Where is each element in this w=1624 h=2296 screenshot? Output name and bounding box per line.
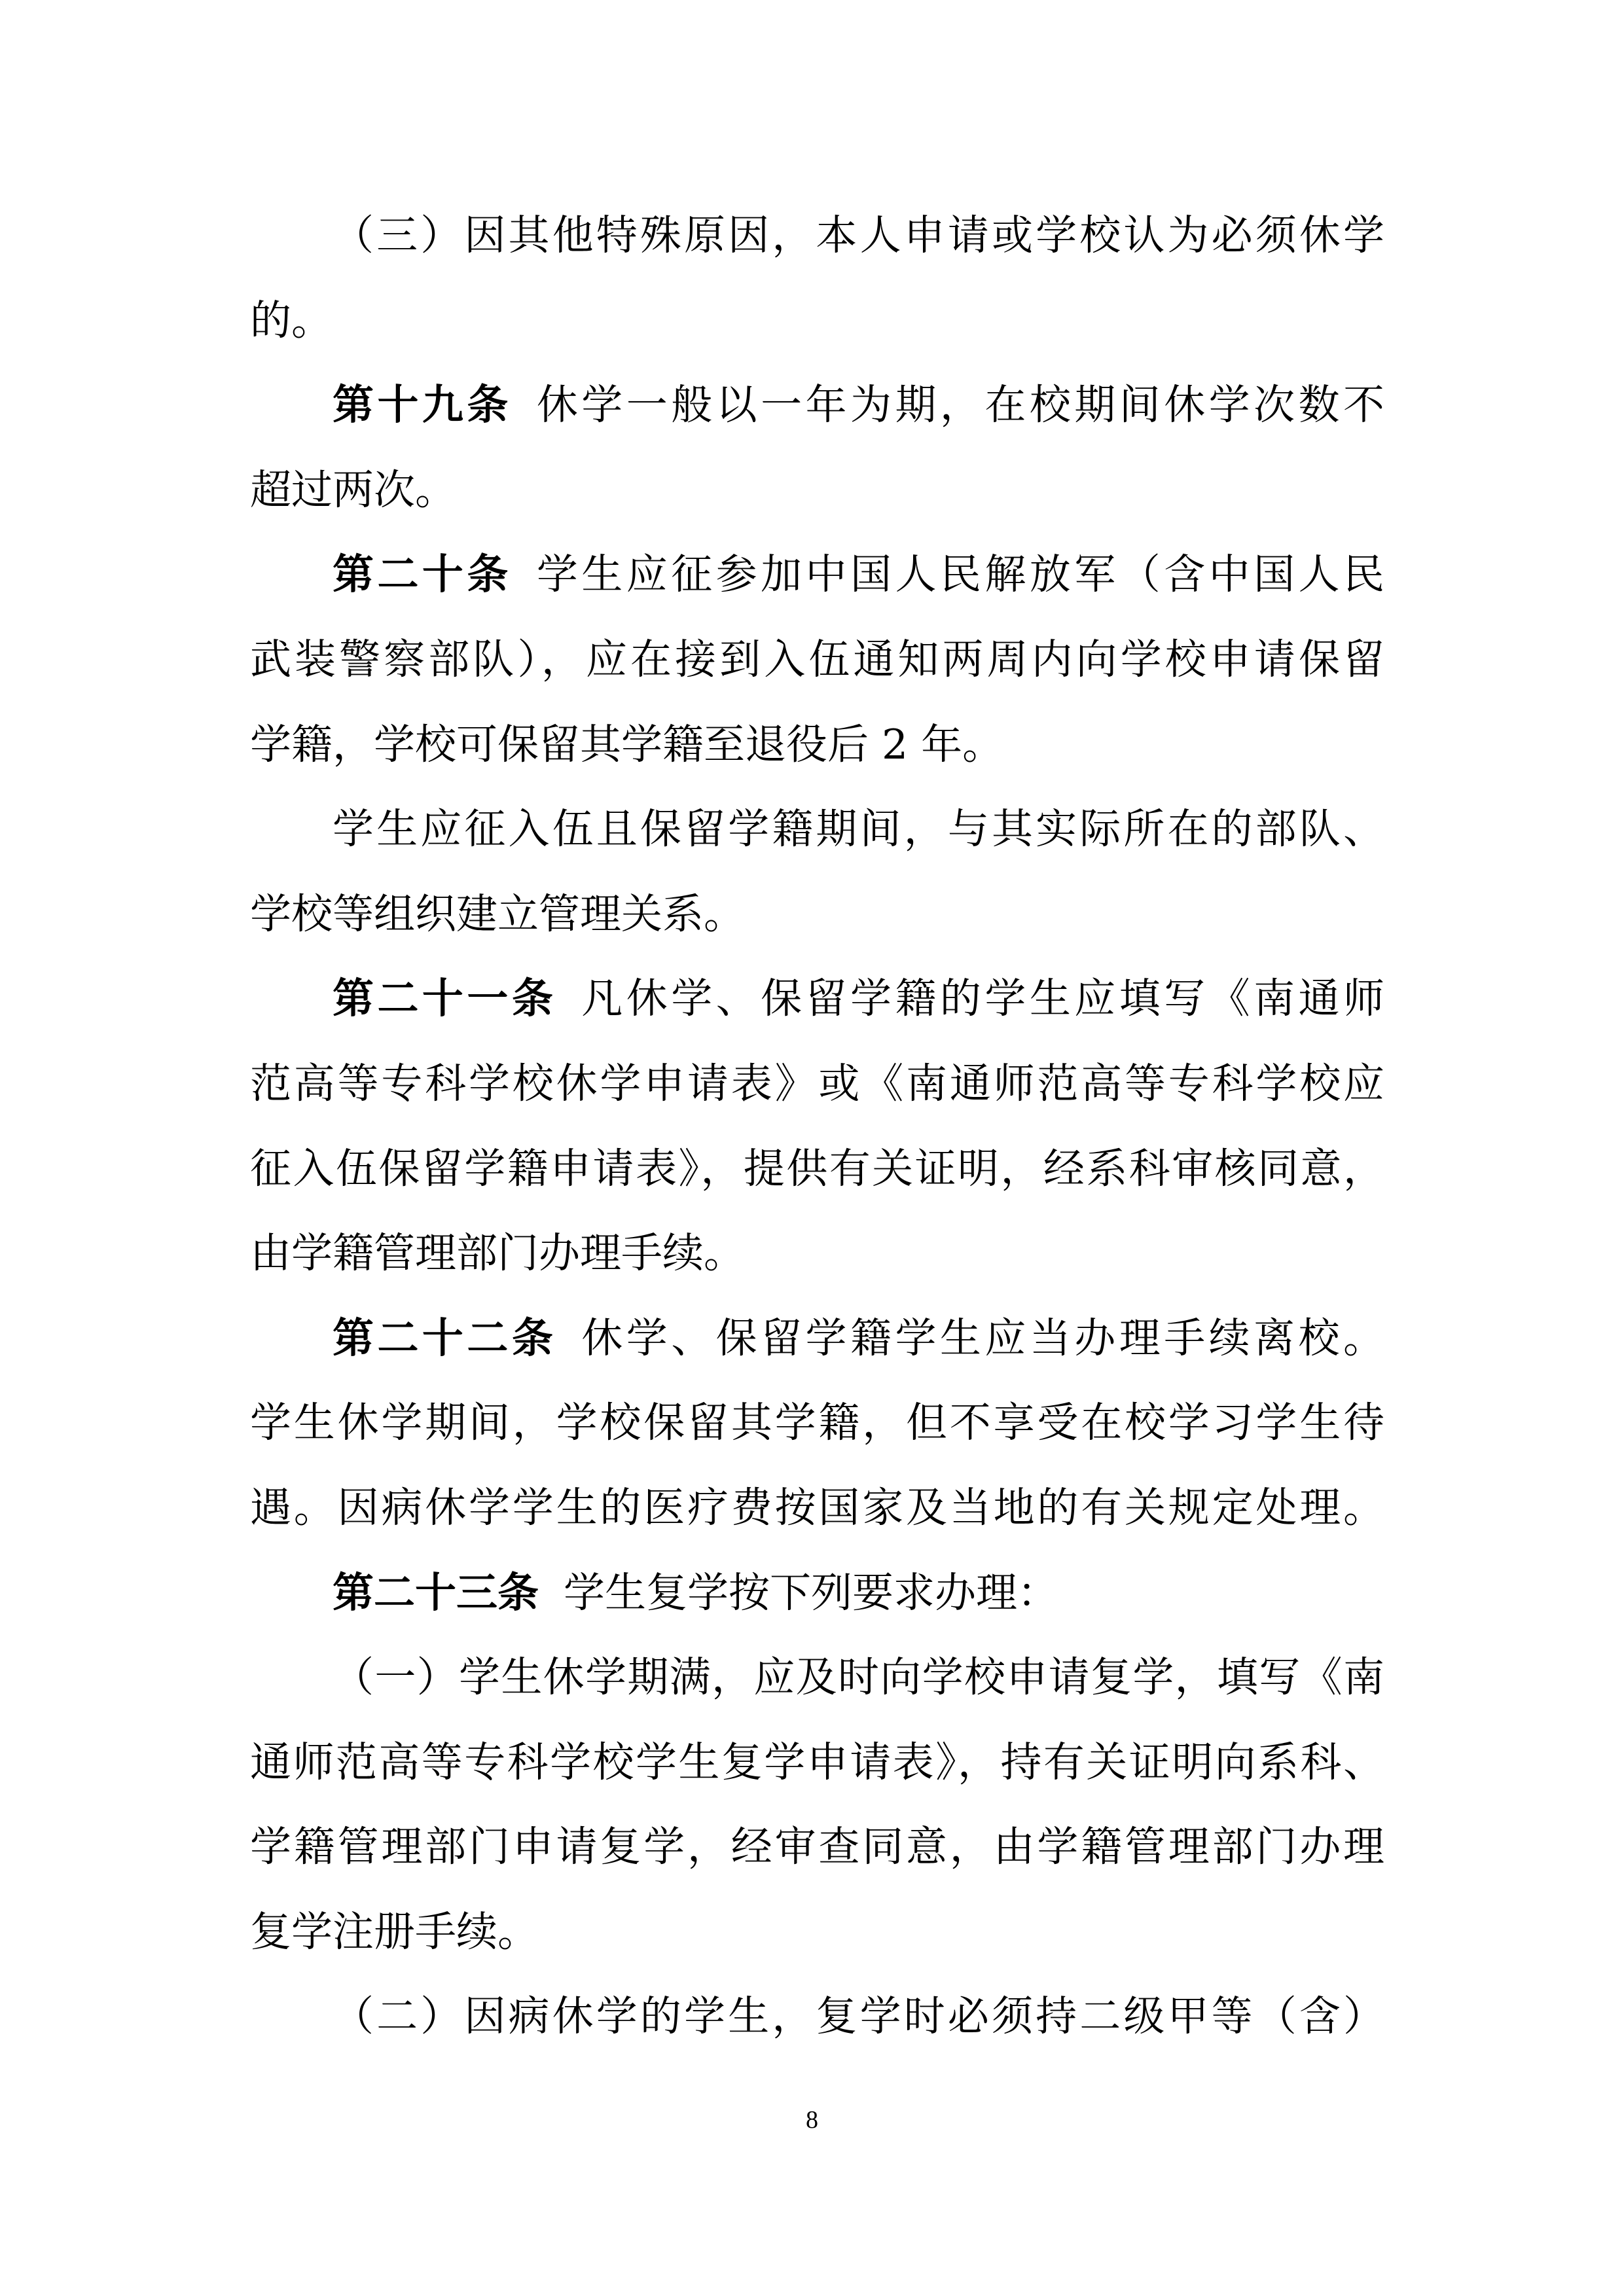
text-line bbox=[250, 363, 1384, 448]
paragraph bbox=[250, 1635, 1384, 1974]
line-text: 学籍管理部门申请复学，经审查同意，由学籍管理部门办理 bbox=[250, 1823, 1384, 1871]
page-number: 8 bbox=[806, 2106, 818, 2134]
paragraph bbox=[250, 787, 1384, 956]
text-line bbox=[250, 1974, 1384, 2059]
body-text bbox=[250, 193, 1384, 2059]
line-text: 学生应征参加中国人民解放军（含中国人民 bbox=[536, 550, 1384, 599]
text-line bbox=[250, 193, 1384, 278]
text-line bbox=[250, 1211, 1384, 1296]
line-text: 学籍，学校可保留其学籍至退役后 2 年。 bbox=[250, 720, 1004, 768]
text-line bbox=[250, 1126, 1384, 1211]
text-line bbox=[250, 1551, 1384, 1636]
article-label: 第二十二条 bbox=[333, 1313, 557, 1362]
line-text: 学生复学按下列要求办理： bbox=[564, 1568, 1058, 1617]
line-text: 武装警察部队），应在接到入伍通知两周内向学校申请保留 bbox=[250, 635, 1384, 683]
paragraph bbox=[250, 532, 1384, 787]
line-text: 通师范高等专科学校学生复学申请表》，持有关证明向系科、 bbox=[250, 1738, 1384, 1786]
text-line bbox=[250, 1465, 1384, 1551]
line-text: 休学一般以一年为期，在校期间休学次数不 bbox=[536, 381, 1384, 429]
text-line bbox=[250, 448, 1384, 533]
text-line bbox=[250, 1380, 1384, 1465]
article-label: 第二十条 bbox=[333, 550, 512, 599]
line-text: 的。 bbox=[250, 296, 333, 344]
text-line bbox=[250, 278, 1384, 363]
paragraph bbox=[250, 363, 1384, 532]
text-line bbox=[250, 787, 1384, 872]
article-label: 第二十三条 bbox=[333, 1568, 539, 1617]
text-line bbox=[250, 1296, 1384, 1381]
line-text: 超过两次。 bbox=[250, 465, 456, 514]
text-line bbox=[250, 1890, 1384, 1975]
paragraph bbox=[250, 1551, 1384, 1636]
line-text: 征入伍保留学籍申请表》，提供有关证明，经系科审核同意， bbox=[250, 1144, 1384, 1193]
text-line bbox=[250, 872, 1384, 957]
text-line bbox=[250, 532, 1384, 617]
line-text: 遇。因病休学学生的医疗费按国家及当地的有关规定处理。 bbox=[250, 1483, 1384, 1532]
line-text: 学生休学期间，学校保留其学籍，但不享受在校学习学生待 bbox=[250, 1399, 1384, 1447]
paragraph bbox=[250, 193, 1384, 363]
line-text: 学生应征入伍且保留学籍期间，与其实际所在的部队、 bbox=[333, 805, 1384, 853]
article-label: 第二十一条 bbox=[333, 974, 557, 1023]
line-text: 复学注册手续。 bbox=[250, 1907, 539, 1956]
line-text: （一）学生休学期满，应及时向学校申请复学，填写《南 bbox=[333, 1653, 1384, 1702]
text-line bbox=[250, 617, 1384, 702]
line-text: （三）因其他特殊原因，本人申请或学校认为必须休学 bbox=[333, 211, 1384, 259]
text-line bbox=[250, 1720, 1384, 1805]
text-line bbox=[250, 1635, 1384, 1720]
text-line bbox=[250, 1041, 1384, 1126]
text-line bbox=[250, 702, 1384, 787]
line-text: 范高等专科学校休学申请表》或《南通师范高等专科学校应 bbox=[250, 1059, 1384, 1107]
paragraph bbox=[250, 1296, 1384, 1551]
text-line bbox=[250, 1804, 1384, 1890]
line-text: （二）因病休学的学生，复学时必须持二级甲等（含） bbox=[333, 1992, 1384, 2041]
line-text: 凡休学、保留学籍的学生应填写《南通师 bbox=[581, 975, 1384, 1023]
line-text: 学校等组织建立管理关系。 bbox=[250, 889, 745, 938]
line-text: 休学、保留学籍学生应当办理手续离校。 bbox=[581, 1314, 1384, 1362]
article-label: 第十九条 bbox=[333, 380, 512, 429]
line-text: 由学籍管理部门办理手续。 bbox=[250, 1229, 745, 1278]
paragraph bbox=[250, 1974, 1384, 2059]
paragraph bbox=[250, 956, 1384, 1295]
text-line bbox=[250, 956, 1384, 1041]
